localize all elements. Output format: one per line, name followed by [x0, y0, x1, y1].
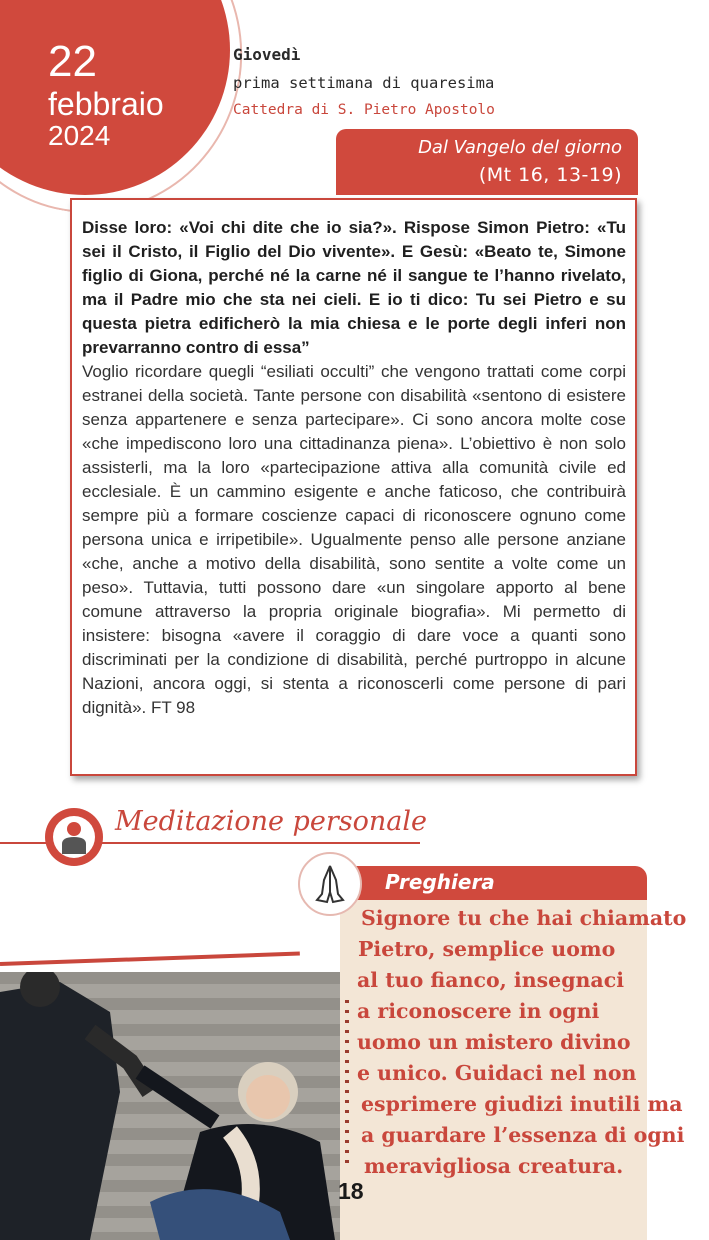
prayer-line: uomo un mistero divino	[357, 1030, 631, 1054]
prayer-line: Pietro, semplice uomo	[358, 937, 616, 961]
prayer-line: esprimere giudizi inutili ma	[361, 1092, 683, 1116]
gospel-quote: Disse loro: «Voi chi dite che io sia?». Rispose Simon Pietro: «Tu sei il Cristo, il Figlio del Dio vivente». E Gesù: «Beato te, Simone figlio di Giona, perché né la carne né il sangue te l’hanno rivelato, ma il Padre mio che sta nei cieli. E io ti dico: Tu sei Pietro e su questa pietra edificherò la mia chiesa e le porte degli inferi non prevarranno contro di essa”	[82, 218, 626, 357]
date-day: 22	[48, 37, 97, 86]
prayer-line: meravigliosa creatura.	[364, 1154, 624, 1178]
photo-stripe	[0, 952, 300, 966]
praying-hands-icon	[298, 852, 362, 916]
commentary-text: Voglio ricordare quegli “esiliati occulti” che vengono trattati come corpi estranei della società. Tante persone con disabilità «sentono di esistere senza appartenere e senza partecipare». Ci sono ancora molte cose «che impediscono loro una cittadinanza piena». L’obiettivo è non solo assisterli, ma la loro «partecipazione attiva alla comunità civile ed ecclesiale. È un cammino esigente e anche faticoso, che contribuirà sempre più a formare coscienze capaci di riconoscere ognuno come persona unica e irripetibile». Ugualmente penso alle persone anziane «che, anche a motivo della disabilità, sono sentite a volte come un peso». Tuttavia, tutti possono dare «un singolare apporto al bene comune attraverso la propria originale biografia». Mi permetto di insistere: bisogna «avere il coraggio di dare voce a quanti sono discriminati per la condizione di disabilità, perché purtroppo in alcune Nazioni, ancora oggi, si stenta a riconoscerli come persone di pari dignità». FT 98	[82, 362, 626, 717]
prayer-line: a guardare l’essenza di ogni	[361, 1123, 685, 1147]
page-number: 18	[338, 1178, 364, 1204]
liturgical-week: prima settimana di quaresima	[233, 74, 495, 92]
prayer-dotted-line	[345, 1000, 349, 1170]
date-year: 2024	[48, 120, 111, 151]
feast-name: Cattedra di S. Pietro Apostolo	[233, 102, 495, 118]
prayer-line: Signore tu che hai chiamato	[361, 906, 687, 930]
weekday: Giovedì	[233, 45, 301, 64]
gospel-reference: (Mt 16, 13-19)	[478, 164, 622, 186]
prayer-line: al tuo fianco, insegnaci	[357, 968, 624, 992]
stairs-photo	[0, 972, 340, 1240]
prayer-line: a riconoscere in ogni	[357, 999, 600, 1023]
gospel-tab-title: Dal Vangelo del giorno	[418, 137, 622, 158]
gospel-tab	[336, 129, 638, 195]
meditation-title: Meditazione personale	[115, 806, 427, 837]
prayer-title: Preghiera	[385, 870, 495, 894]
reading-box	[70, 198, 637, 776]
date-month: febbraio	[48, 86, 164, 122]
person-icon	[45, 808, 103, 866]
prayer-line: e unico. Guidaci nel non	[357, 1061, 637, 1085]
